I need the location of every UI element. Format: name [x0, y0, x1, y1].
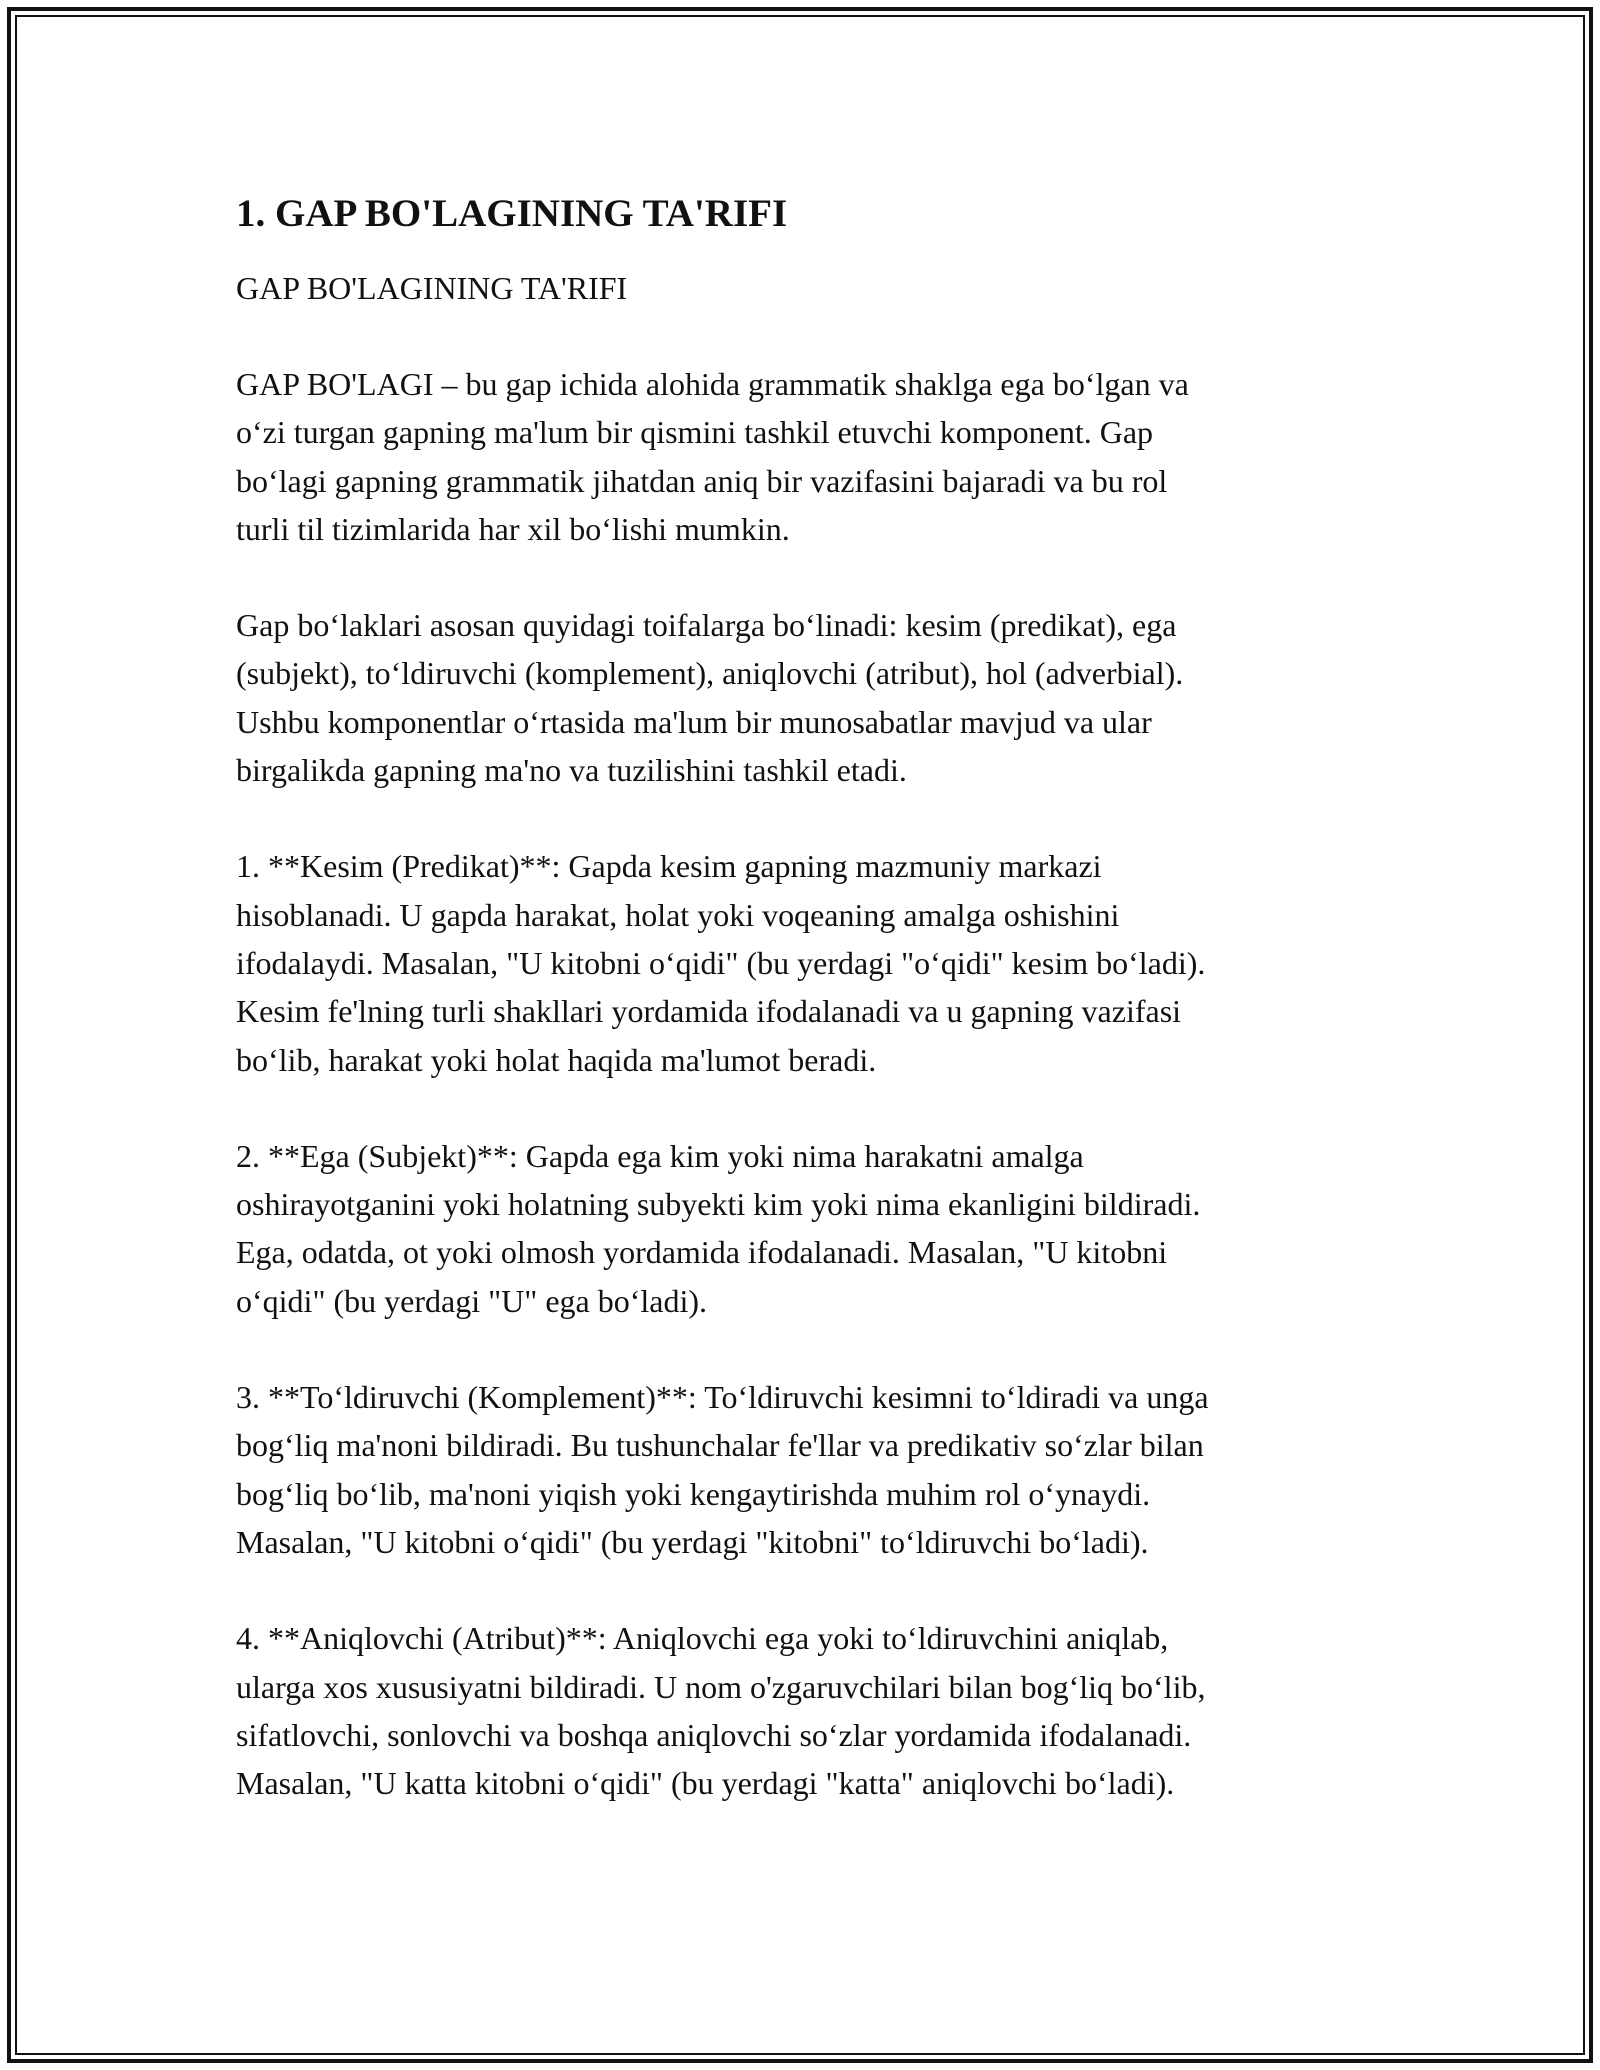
paragraph-line: turli til tizimlarida har xil bo‘lishi mumkin.: [236, 510, 790, 547]
paragraph-line: bog‘liq bo‘lib, ma'noni yiqish yoki kengaytirishda muhim rol o‘ynaydi.: [236, 1475, 1151, 1512]
paragraph: [236, 1132, 1366, 1325]
paragraph-line: 4. **Aniqlovchi (Atribut)**: Aniqlovchi ega yoki to‘ldiruvchini aniqlab,: [236, 1620, 1169, 1657]
paragraph: [236, 842, 1366, 1083]
paragraph-line: bo‘lib, harakat yoki holat haqida ma'lumot beradi.: [236, 1041, 877, 1078]
paragraph-line: Masalan, "U katta kitobni o‘qidi" (bu yerdagi "katta" aniqlovchi bo‘ladi).: [236, 1765, 1175, 1802]
section-subtitle: GAP BO'LAGINING TA'RIFI: [236, 270, 628, 306]
paragraph-line: ifodalaydi. Masalan, "U kitobni o‘qidi" (bu yerdagi "o‘qidi" kesim bo‘ladi).: [236, 944, 1206, 981]
paragraph-list: [236, 360, 1366, 1807]
document-body: [236, 190, 1366, 1807]
paragraph-line: GAP BO'LAGI – bu gap ichida alohida grammatik shaklga ega bo‘lgan va: [236, 366, 1189, 402]
paragraph: [236, 1373, 1366, 1566]
paragraph-line: Masalan, "U kitobni o‘qidi" (bu yerdagi "kitobni" to‘ldiruvchi bo‘ladi).: [236, 1523, 1149, 1560]
paragraph-line: Ega, odatda, ot yoki olmosh yordamida ifodalanadi. Masalan, "U kitobni: [236, 1234, 1168, 1271]
paragraph-line: 3. **To‘ldiruvchi (Komplement)**: To‘ldiruvchi kesimni to‘ldiradi va unga: [236, 1379, 1209, 1416]
paragraph-line: birgalikda gapning ma'no va tuzilishini tashkil etadi.: [236, 752, 907, 789]
paragraph-line: ularga xos xususiyatni bildiradi. U nom o'zgaruvchilari bilan bog‘liq bo‘lib,: [236, 1668, 1206, 1705]
paragraph-line: Gap bo‘laklari asosan quyidagi toifalarga bo‘linadi: kesim (predikat), ega: [236, 607, 1177, 644]
paragraph-line: bo‘lagi gapning grammatik jihatdan aniq bir vazifasini bajaradi va bu rol: [236, 462, 1168, 499]
paragraph-line: 1. **Kesim (Predikat)**: Gapda kesim gapning mazmuniy markazi: [236, 848, 1102, 885]
paragraph: [236, 1614, 1366, 1807]
paragraph-line: Kesim fe'lning turli shakllari yordamida ifodalanadi va u gapning vazifasi: [236, 993, 1182, 1030]
paragraph-line: o‘zi turgan gapning ma'lum bir qismini tashkil etuvchi komponent. Gap: [236, 414, 1154, 451]
paragraph-line: (subjekt), to‘ldiruvchi (komplement), aniqlovchi (atribut), hol (adverbial).: [236, 655, 1184, 692]
paragraph-line: sifatlovchi, sonlovchi va boshqa aniqlovchi so‘zlar yordamida ifodalanadi.: [236, 1716, 1192, 1753]
paragraph-line: bog‘liq ma'noni bildiradi. Bu tushunchalar fe'llar va predikativ so‘zlar bilan: [236, 1427, 1204, 1464]
paragraph-line: hisoblanadi. U gapda harakat, holat yoki voqeaning amalga oshishini: [236, 896, 1120, 933]
page-title: 1. GAP BO'LAGINING TA'RIFI: [236, 192, 788, 235]
paragraph-line: oshirayotganini yoki holatning subyekti kim yoki nima ekanligini bildiradi.: [236, 1186, 1201, 1223]
paragraph: [236, 360, 1366, 553]
paragraph: [236, 601, 1366, 794]
paragraph-line: 2. **Ega (Subjekt)**: Gapda ega kim yoki nima harakatni amalga: [236, 1137, 1084, 1174]
paragraph-line: o‘qidi" (bu yerdagi "U" ega bo‘ladi).: [236, 1282, 708, 1319]
paragraph-line: Ushbu komponentlar o‘rtasida ma'lum bir munosabatlar mavjud va ular: [236, 703, 1152, 740]
